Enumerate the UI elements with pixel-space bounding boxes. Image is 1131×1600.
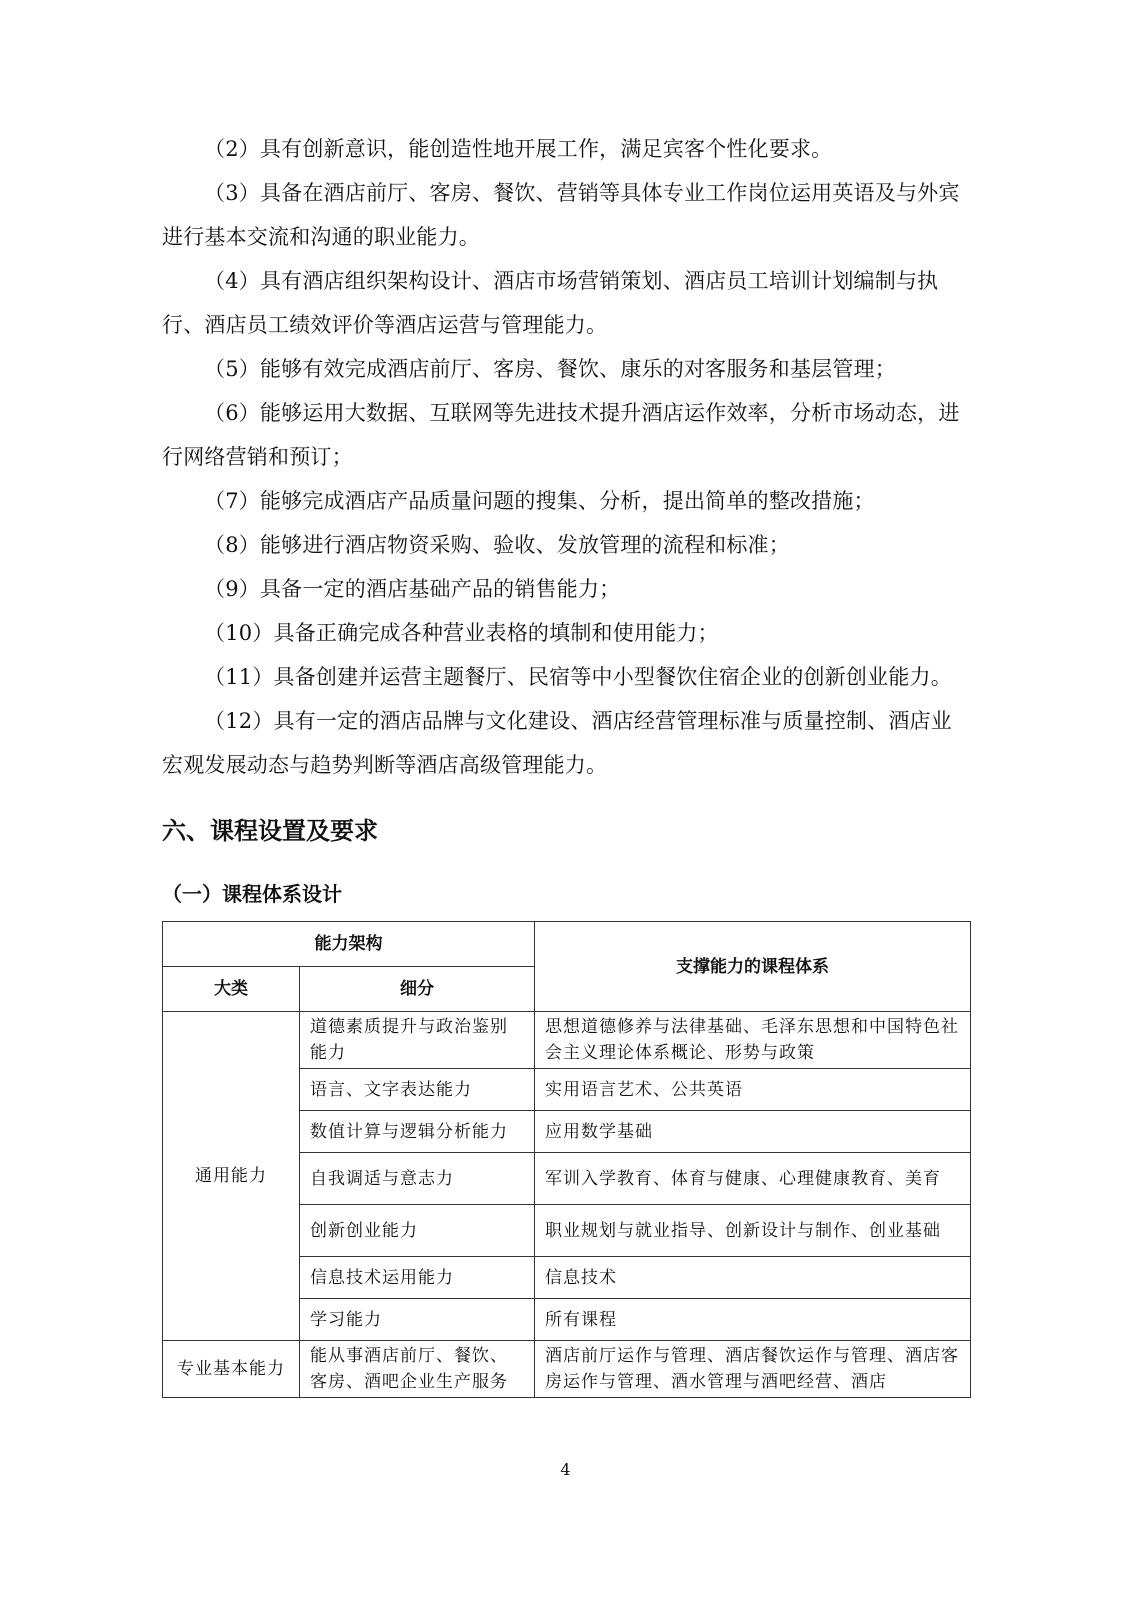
subdivision-cell: 创新创业能力 [300,1205,535,1257]
ability-item-7: （7）能够完成酒店产品质量问题的搜集、分析，提出简单的整改措施； [204,489,875,513]
curriculum-table [162,921,971,1398]
header-supporting-courses: 支撑能力的课程体系 [535,922,971,1012]
ability-item-4: （4）具有酒店组织架构设计、酒店市场营销策划、酒店员工培训计划编制与执行、酒店员工绩效评价等酒店运营与管理能力。 [162,269,939,337]
subdivision-cell: 学习能力 [300,1299,535,1341]
header-subdivision: 细分 [300,967,535,1012]
course-cell: 军训入学教育、体育与健康、心理健康教育、美育 [535,1153,971,1205]
ability-item-10: （10）具备正确完成各种营业表格的填制和使用能力； [204,621,719,645]
subdivision-cell: 数值计算与逻辑分析能力 [300,1111,535,1153]
page-number: 4 [560,1460,571,1479]
ability-item-9: （9）具备一定的酒店基础产品的销售能力； [204,577,621,601]
header-category: 大类 [163,967,300,1012]
ability-item-6: （6）能够运用大数据、互联网等先进技术提升酒店运作效率，分析市场动态，进行网络营销和预订； [162,401,960,469]
ability-list [162,127,970,787]
course-cell: 应用数学基础 [535,1111,971,1153]
subdivision-cell: 语言、文字表达能力 [300,1069,535,1111]
course-cell: 实用语言艺术、公共英语 [535,1069,971,1111]
category-cell: 专业基本能力 [163,1341,300,1398]
ability-item-12: （12）具有一定的酒店品牌与文化建设、酒店经营管理标准与质量控制、酒店业宏观发展动态与趋势判断等酒店高级管理能力。 [162,709,952,777]
page-content [162,127,970,1398]
course-cell: 信息技术 [535,1257,971,1299]
subdivision-cell: 能从事酒店前厅、餐饮、客房、酒吧企业生产服务 [300,1341,535,1398]
ability-item-11: （11）具备创建并运营主题餐厅、民宿等中小型餐饮住宿企业的创新创业能力。 [204,665,952,689]
subsection-title: （一）课程体系设计 [162,882,342,906]
course-cell: 酒店前厅运作与管理、酒店餐饮运作与管理、酒店客房运作与管理、酒水管理与酒吧经营、酒店 [535,1341,971,1398]
ability-item-5: （5）能够有效完成酒店前厅、客房、餐饮、康乐的对客服务和基层管理； [204,357,896,381]
section-title: 六、课程设置及要求 [162,817,378,845]
subdivision-cell: 信息技术运用能力 [300,1257,535,1299]
subdivision-cell: 道德素质提升与政治鉴别能力 [300,1012,535,1069]
ability-item-2: （2）具有创新意识，能创造性地开展工作，满足宾客个性化要求。 [204,137,833,161]
table-row [163,1012,971,1069]
ability-item-3: （3）具备在酒店前厅、客房、餐饮、营销等具体专业工作岗位运用英语及与外宾进行基本交流和沟通的职业能力。 [162,181,960,249]
subdivision-cell: 自我调适与意志力 [300,1153,535,1205]
ability-item-8: （8）能够进行酒店物资采购、验收、发放管理的流程和标准； [204,533,790,557]
course-cell: 思想道德修养与法律基础、毛泽东思想和中国特色社会主义理论体系概论、形势与政策 [535,1012,971,1069]
course-cell: 职业规划与就业指导、创新设计与制作、创业基础 [535,1205,971,1257]
table-row [163,1341,971,1398]
header-ability-framework: 能力架构 [163,922,535,967]
category-cell: 通用能力 [163,1012,300,1341]
table-header-row [163,922,971,967]
course-cell: 所有课程 [535,1299,971,1341]
